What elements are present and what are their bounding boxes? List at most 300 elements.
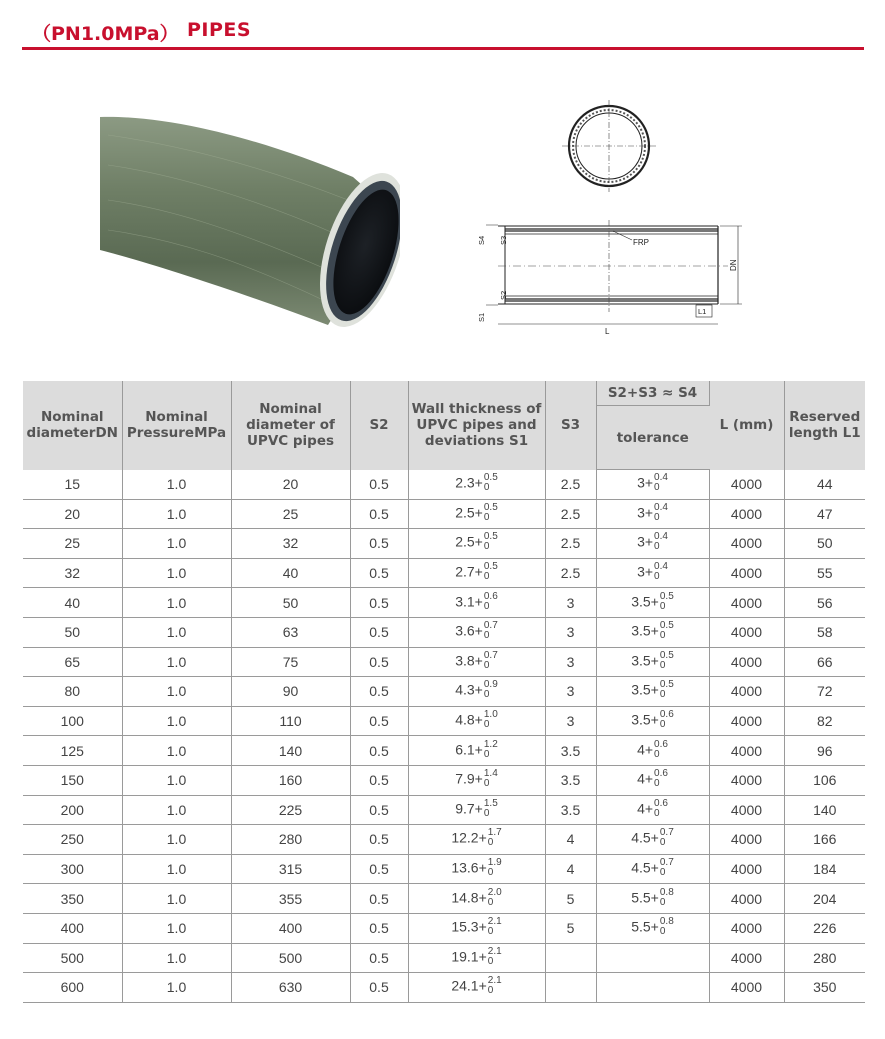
cell-tolerance-upper: 0.5	[659, 649, 674, 661]
cell-s2: 0.5	[350, 795, 408, 825]
table-row	[23, 558, 865, 588]
cell-tolerance-base: 5.5+	[631, 889, 659, 906]
cell-wall-thickness-lower: 0	[483, 571, 490, 583]
s4-label: S4	[477, 235, 486, 245]
cell-wall-thickness-base: 3.8+	[455, 652, 483, 669]
cell-tolerance-deviation	[660, 710, 674, 730]
cell-reserved-length: 82	[784, 706, 865, 736]
cell-s2: 0.5	[350, 765, 408, 795]
cell-s3	[545, 973, 596, 1003]
cell-wall-thickness-upper: 2.1	[487, 975, 502, 987]
cell-reserved-length: 280	[784, 943, 865, 973]
cell-wall-thickness-lower: 0	[483, 719, 490, 731]
cell-tolerance-base: 5.5+	[631, 918, 659, 935]
cell-tolerance-deviation	[654, 473, 668, 493]
cell-length: 4000	[709, 973, 784, 1003]
table-row	[23, 825, 865, 855]
cell-pressure: 1.0	[122, 588, 231, 618]
cell-tolerance-lower: 0	[654, 748, 660, 760]
cell-upvc-diameter: 355	[231, 884, 350, 914]
cell-wall-thickness-deviation	[484, 592, 498, 612]
cell-wall-thickness-base: 3.1+	[455, 593, 483, 610]
cell-wall-thickness	[408, 765, 545, 795]
table-row	[23, 617, 865, 647]
cell-s2: 0.5	[350, 617, 408, 647]
cell-wall-thickness-upper: 0.6	[483, 590, 498, 602]
cell-tolerance	[596, 617, 709, 647]
cell-upvc-diameter: 630	[231, 973, 350, 1003]
cell-wall-thickness-lower: 0	[487, 985, 494, 997]
cell-tolerance-deviation	[660, 621, 674, 641]
cell-wall-thickness-deviation	[488, 976, 502, 996]
cell-s3: 2.5	[545, 529, 596, 559]
table-row	[23, 677, 865, 707]
frp-label: FRP	[633, 238, 649, 247]
cell-tolerance-lower: 0	[659, 837, 666, 849]
table-row	[23, 588, 865, 618]
pipe-product-photo	[98, 105, 400, 330]
cell-tolerance-upper: 0.8	[659, 916, 674, 928]
cell-tolerance-base: 3+	[637, 563, 654, 580]
cell-wall-thickness	[408, 499, 545, 529]
cell-length: 4000	[709, 647, 784, 677]
cell-tolerance-lower: 0	[659, 719, 666, 731]
cell-tolerance-upper: 0.6	[654, 797, 668, 809]
cell-tolerance-lower: 0	[654, 482, 660, 494]
cell-tolerance-base: 3.5+	[631, 711, 659, 728]
cell-pressure: 1.0	[122, 765, 231, 795]
cell-wall-thickness	[408, 617, 545, 647]
cell-reserved-length: 140	[784, 795, 865, 825]
cell-dn: 250	[23, 825, 122, 855]
cell-reserved-length: 350	[784, 973, 865, 1003]
cell-dn: 25	[23, 529, 122, 559]
cell-upvc-diameter: 32	[231, 529, 350, 559]
table-row	[23, 499, 865, 529]
cell-tolerance	[596, 736, 709, 766]
cell-s2: 0.5	[350, 529, 408, 559]
cell-upvc-diameter: 140	[231, 736, 350, 766]
cell-wall-thickness-upper: 2.1	[487, 945, 502, 957]
cell-length: 4000	[709, 884, 784, 914]
cell-tolerance-lower: 0	[654, 807, 660, 819]
cell-s3: 3.5	[545, 736, 596, 766]
cell-tolerance	[596, 706, 709, 736]
cell-wall-thickness-lower: 0	[483, 778, 490, 790]
cell-tolerance-deviation	[654, 532, 668, 552]
cell-dn: 65	[23, 647, 122, 677]
cell-wall-thickness	[408, 825, 545, 855]
cell-tolerance	[596, 795, 709, 825]
cell-upvc-diameter: 50	[231, 588, 350, 618]
table-row	[23, 706, 865, 736]
cell-s2: 0.5	[350, 913, 408, 943]
cell-wall-thickness-upper: 0.5	[483, 472, 498, 484]
page-title: PIPES	[187, 19, 252, 41]
cell-tolerance	[596, 854, 709, 884]
cell-wall-thickness-lower: 0	[487, 867, 494, 879]
cell-tolerance	[596, 973, 709, 1003]
cell-s2: 0.5	[350, 884, 408, 914]
cell-wall-thickness-lower: 0	[487, 837, 494, 849]
cell-tolerance-deviation	[660, 651, 674, 671]
cell-dn: 50	[23, 617, 122, 647]
cell-dn: 300	[23, 854, 122, 884]
cell-tolerance-lower: 0	[659, 689, 666, 701]
cell-s2: 0.5	[350, 943, 408, 973]
cell-s3: 3	[545, 706, 596, 736]
header-dn: Nominal diameterDN	[23, 381, 122, 470]
cell-tolerance-upper: 0.5	[659, 590, 674, 602]
cell-tolerance-lower: 0	[659, 867, 666, 879]
cell-upvc-diameter: 90	[231, 677, 350, 707]
cell-wall-thickness	[408, 558, 545, 588]
cell-wall-thickness-base: 24.1+	[451, 978, 487, 995]
cell-tolerance	[596, 499, 709, 529]
l-label: L	[605, 327, 610, 336]
cell-wall-thickness-deviation	[484, 769, 498, 789]
cell-wall-thickness	[408, 588, 545, 618]
cell-tolerance-upper: 0.5	[659, 679, 674, 691]
cell-tolerance-deviation	[660, 858, 674, 878]
cell-s2: 0.5	[350, 706, 408, 736]
header-length: L (mm)	[709, 381, 784, 470]
cell-s3: 3	[545, 677, 596, 707]
table-row	[23, 884, 865, 914]
table-row	[23, 470, 865, 500]
cell-pressure: 1.0	[122, 973, 231, 1003]
cell-pressure: 1.0	[122, 795, 231, 825]
cell-wall-thickness-upper: 0.5	[483, 561, 498, 573]
cell-length: 4000	[709, 617, 784, 647]
cell-dn: 500	[23, 943, 122, 973]
cell-tolerance-base: 3+	[637, 504, 654, 521]
cell-dn: 400	[23, 913, 122, 943]
cell-wall-thickness-deviation	[488, 858, 502, 878]
cell-s2: 0.5	[350, 558, 408, 588]
cell-tolerance-deviation	[654, 799, 668, 819]
cell-s3: 3.5	[545, 795, 596, 825]
l1-label: L1	[698, 307, 707, 316]
cell-wall-thickness-upper: 0.7	[483, 649, 498, 661]
cell-wall-thickness-lower: 0	[483, 689, 490, 701]
cell-wall-thickness-upper: 2.1	[487, 916, 502, 928]
cell-upvc-diameter: 280	[231, 825, 350, 855]
cell-length: 4000	[709, 854, 784, 884]
cell-wall-thickness-base: 2.7+	[455, 563, 483, 580]
cell-reserved-length: 55	[784, 558, 865, 588]
cell-pressure: 1.0	[122, 529, 231, 559]
cell-wall-thickness-base: 2.5+	[455, 534, 483, 551]
cell-wall-thickness-lower: 0	[483, 748, 490, 760]
cell-wall-thickness-upper: 1.7	[487, 827, 502, 839]
cell-wall-thickness-upper: 1.0	[483, 709, 498, 721]
cell-reserved-length: 226	[784, 913, 865, 943]
cell-reserved-length: 50	[784, 529, 865, 559]
cell-tolerance-base: 4.5+	[631, 859, 659, 876]
cell-s2: 0.5	[350, 854, 408, 884]
cell-length: 4000	[709, 765, 784, 795]
cell-upvc-diameter: 110	[231, 706, 350, 736]
cell-wall-thickness	[408, 884, 545, 914]
cell-tolerance-upper: 0.7	[659, 857, 674, 869]
pipe-spec-table	[23, 381, 865, 1003]
cell-tolerance-deviation	[654, 562, 668, 582]
cell-s3: 5	[545, 884, 596, 914]
cell-wall-thickness-deviation	[484, 532, 498, 552]
cell-tolerance-base: 4+	[637, 770, 654, 787]
cell-wall-thickness-base: 9.7+	[455, 800, 483, 817]
cell-pressure: 1.0	[122, 943, 231, 973]
cell-tolerance-lower: 0	[654, 511, 660, 523]
cell-pressure: 1.0	[122, 499, 231, 529]
cell-wall-thickness-base: 2.5+	[455, 504, 483, 521]
cell-tolerance-upper: 0.4	[654, 561, 668, 573]
cell-length: 4000	[709, 795, 784, 825]
cell-wall-thickness-base: 12.2+	[451, 830, 487, 847]
cell-wall-thickness-lower: 0	[483, 600, 490, 612]
cell-tolerance-deviation	[660, 592, 674, 612]
cell-wall-thickness-deviation	[488, 888, 502, 908]
cell-wall-thickness-deviation	[484, 503, 498, 523]
cell-wall-thickness-deviation	[488, 917, 502, 937]
cell-tolerance-deviation	[660, 828, 674, 848]
cell-wall-thickness-base: 7.9+	[455, 770, 483, 787]
cell-wall-thickness-lower: 0	[483, 482, 490, 494]
cell-tolerance-lower: 0	[659, 896, 666, 908]
header-s2: S2	[350, 381, 408, 470]
cell-length: 4000	[709, 499, 784, 529]
cell-wall-thickness-upper: 2.0	[487, 886, 502, 898]
cell-wall-thickness-deviation	[484, 740, 498, 760]
table-row	[23, 943, 865, 973]
cell-pressure: 1.0	[122, 617, 231, 647]
cell-pressure: 1.0	[122, 854, 231, 884]
cell-wall-thickness-upper: 0.5	[483, 501, 498, 513]
cell-reserved-length: 166	[784, 825, 865, 855]
cell-pressure: 1.0	[122, 825, 231, 855]
cell-tolerance-deviation	[660, 888, 674, 908]
cell-upvc-diameter: 500	[231, 943, 350, 973]
cell-tolerance	[596, 647, 709, 677]
cell-dn: 40	[23, 588, 122, 618]
cell-wall-thickness-lower: 0	[487, 955, 494, 967]
cell-dn: 200	[23, 795, 122, 825]
cell-length: 4000	[709, 736, 784, 766]
header-upvc-diameter: Nominal diameter of UPVC pipes	[231, 381, 350, 470]
cell-tolerance-base: 3.5+	[631, 622, 659, 639]
cell-wall-thickness-upper: 1.4	[483, 768, 498, 780]
cell-pressure: 1.0	[122, 647, 231, 677]
cell-tolerance	[596, 765, 709, 795]
cell-dn: 125	[23, 736, 122, 766]
pressure-rating-title: （PN1.0MPa）	[32, 23, 179, 45]
cell-dn: 80	[23, 677, 122, 707]
cell-tolerance-upper: 0.6	[659, 709, 674, 721]
cell-tolerance	[596, 943, 709, 973]
cell-wall-thickness-lower: 0	[487, 896, 494, 908]
cell-length: 4000	[709, 825, 784, 855]
cell-s3: 3	[545, 617, 596, 647]
cell-tolerance-lower: 0	[654, 571, 660, 583]
cell-wall-thickness-base: 4.3+	[455, 682, 483, 699]
table-row	[23, 913, 865, 943]
cell-wall-thickness-base: 19.1+	[451, 948, 487, 965]
cell-upvc-diameter: 225	[231, 795, 350, 825]
cell-pressure: 1.0	[122, 736, 231, 766]
page-header	[22, 18, 864, 50]
cell-tolerance	[596, 677, 709, 707]
cell-reserved-length: 72	[784, 677, 865, 707]
cell-s3: 2.5	[545, 558, 596, 588]
pipe-technical-drawing	[470, 100, 750, 350]
cell-upvc-diameter: 20	[231, 470, 350, 500]
header-reserved-length: Reserved length L1	[784, 381, 865, 470]
cell-tolerance-base: 4+	[637, 800, 654, 817]
cell-reserved-length: 58	[784, 617, 865, 647]
cell-tolerance	[596, 529, 709, 559]
cell-wall-thickness	[408, 913, 545, 943]
cell-length: 4000	[709, 706, 784, 736]
cell-pressure: 1.0	[122, 677, 231, 707]
cell-dn: 32	[23, 558, 122, 588]
cell-upvc-diameter: 160	[231, 765, 350, 795]
cell-upvc-diameter: 400	[231, 913, 350, 943]
cell-wall-thickness-deviation	[484, 710, 498, 730]
cell-pressure: 1.0	[122, 558, 231, 588]
cell-wall-thickness-upper: 1.9	[487, 857, 502, 869]
cell-tolerance-upper: 0.4	[654, 531, 668, 543]
cell-s2: 0.5	[350, 677, 408, 707]
cell-tolerance-deviation	[654, 769, 668, 789]
cell-tolerance	[596, 884, 709, 914]
cell-tolerance-deviation	[654, 503, 668, 523]
cell-s2: 0.5	[350, 647, 408, 677]
cell-wall-thickness-deviation	[488, 947, 502, 967]
cell-s3: 4	[545, 825, 596, 855]
cell-tolerance	[596, 825, 709, 855]
cell-wall-thickness-upper: 1.5	[483, 797, 498, 809]
cell-tolerance-deviation	[660, 917, 674, 937]
cell-tolerance-base: 3+	[637, 475, 654, 491]
s2-label: S2	[499, 290, 508, 300]
cell-wall-thickness	[408, 943, 545, 973]
cell-s3: 2.5	[545, 470, 596, 500]
cell-tolerance-deviation	[654, 740, 668, 760]
cell-wall-thickness-base: 4.8+	[455, 711, 483, 728]
cell-wall-thickness-deviation	[484, 562, 498, 582]
cell-wall-thickness	[408, 973, 545, 1003]
cell-wall-thickness-lower: 0	[483, 807, 490, 819]
cell-s2: 0.5	[350, 499, 408, 529]
cell-dn: 600	[23, 973, 122, 1003]
cell-wall-thickness-lower: 0	[483, 541, 490, 553]
cell-tolerance-upper: 0.4	[654, 472, 668, 484]
cell-wall-thickness-lower: 0	[483, 630, 490, 642]
cell-dn: 350	[23, 884, 122, 914]
cell-reserved-length: 96	[784, 736, 865, 766]
cell-length: 4000	[709, 470, 784, 500]
cell-tolerance-lower: 0	[654, 778, 660, 790]
cell-wall-thickness-base: 6.1+	[455, 741, 483, 758]
dn-label: DN	[729, 259, 738, 271]
cell-tolerance-deviation	[660, 680, 674, 700]
cell-length: 4000	[709, 558, 784, 588]
cell-wall-thickness	[408, 706, 545, 736]
cell-reserved-length: 47	[784, 499, 865, 529]
cell-tolerance	[596, 588, 709, 618]
cell-s2: 0.5	[350, 736, 408, 766]
cell-wall-thickness	[408, 854, 545, 884]
cell-wall-thickness-lower: 0	[483, 511, 490, 523]
cell-wall-thickness	[408, 647, 545, 677]
cell-pressure: 1.0	[122, 470, 231, 500]
cell-dn: 20	[23, 499, 122, 529]
cell-reserved-length: 56	[784, 588, 865, 618]
cell-s3: 3.5	[545, 765, 596, 795]
cell-length: 4000	[709, 529, 784, 559]
table-row	[23, 854, 865, 884]
header-wall-thickness: Wall thickness of UPVC pipes and deviations S1	[408, 381, 545, 470]
cell-wall-thickness-upper: 0.9	[483, 679, 498, 691]
cell-wall-thickness-deviation	[484, 621, 498, 641]
cell-s2: 0.5	[350, 588, 408, 618]
s1-label: S1	[477, 312, 486, 322]
cell-reserved-length: 106	[784, 765, 865, 795]
cell-tolerance-upper: 0.6	[654, 768, 668, 780]
cell-tolerance-upper: 0.6	[654, 738, 668, 750]
cell-wall-thickness-upper: 1.2	[483, 738, 498, 750]
cell-tolerance-base: 3+	[637, 534, 654, 551]
cell-length: 4000	[709, 943, 784, 973]
table-row	[23, 795, 865, 825]
cell-tolerance-lower: 0	[659, 659, 666, 671]
cell-wall-thickness-deviation	[488, 828, 502, 848]
cell-tolerance-upper: 0.5	[659, 620, 674, 632]
cell-pressure: 1.0	[122, 884, 231, 914]
cell-tolerance-base: 3.5+	[631, 682, 659, 699]
cell-upvc-diameter: 25	[231, 499, 350, 529]
cell-upvc-diameter: 75	[231, 647, 350, 677]
s3-label: S3	[499, 235, 508, 245]
cell-dn: 15	[23, 470, 122, 500]
cell-tolerance	[596, 470, 709, 500]
cell-tolerance-lower: 0	[659, 600, 666, 612]
cell-s3: 2.5	[545, 499, 596, 529]
cell-wall-thickness-deviation	[484, 651, 498, 671]
cell-tolerance-base: 3.5+	[631, 652, 659, 669]
cell-tolerance-lower: 0	[659, 630, 666, 642]
cell-upvc-diameter: 63	[231, 617, 350, 647]
cell-s2: 0.5	[350, 973, 408, 1003]
cell-wall-thickness-deviation	[484, 473, 498, 493]
cell-dn: 150	[23, 765, 122, 795]
cell-length: 4000	[709, 677, 784, 707]
table-row	[23, 765, 865, 795]
cell-tolerance-base: 4.5+	[631, 830, 659, 847]
cell-tolerance-base: 3.5+	[631, 593, 659, 610]
cell-wall-thickness	[408, 795, 545, 825]
cell-reserved-length: 44	[784, 470, 865, 500]
header-s4-sum: S2+S3 ≈ S4	[596, 381, 709, 406]
cell-wall-thickness-deviation	[484, 680, 498, 700]
cell-upvc-diameter: 40	[231, 558, 350, 588]
cell-tolerance-base: 4+	[637, 741, 654, 758]
table-row	[23, 647, 865, 677]
cell-tolerance	[596, 913, 709, 943]
cell-reserved-length: 184	[784, 854, 865, 884]
cell-s3	[545, 943, 596, 973]
